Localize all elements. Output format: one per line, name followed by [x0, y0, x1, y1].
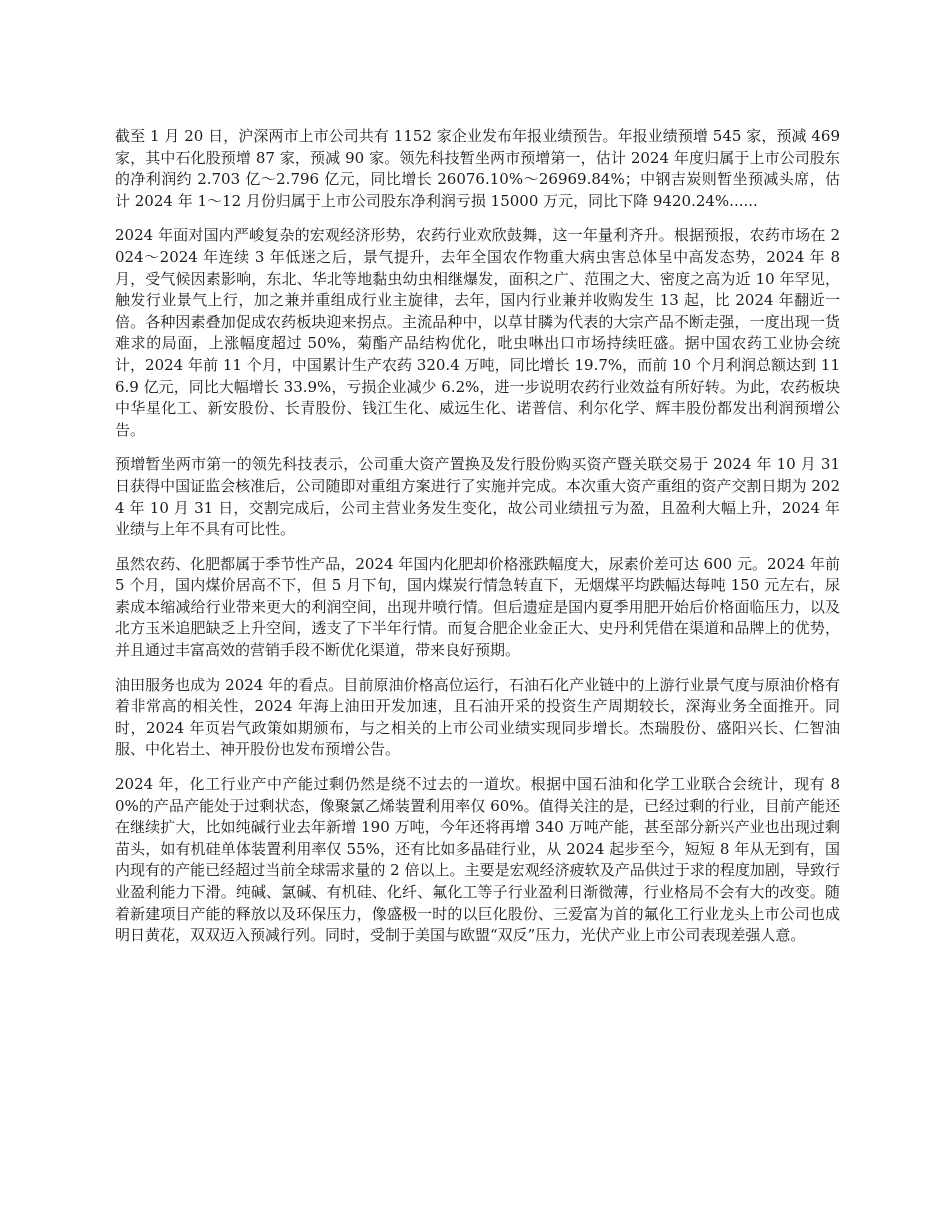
paragraph-4: 虽然农药、化肥都属于季节性产品，2024 年国内化肥却价格涨跌幅度大，尿素价差可达 600 元。2024 年前 5 个月，国内煤价居高不下，但 5 月下旬，国内煤炭行情急转直下，无烟煤平均跌幅达每吨 150 元左右，尿素成本缩减给行业带来更大的利润空间，出现井喷行情。但后遗症是国内夏季用肥开始后价格面临压力，以及北方玉米追肥缺乏上升空间，透支了下半年行情。而复合肥企业金正大、史丹利凭借在渠道和品牌上的优势，并且通过丰富高效的营销手段不断优化渠道，带来良好预期。: [115, 554, 840, 660]
paragraph-5: 油田服务也成为 2024 年的看点。目前原油价格高位运行，石油石化产业链中的上游行业景气度与原油价格有着非常高的相关性，2024 年海上油田开发加速，且石油开采的投资生产周期较长，深海业务全面推开。同时，2024 年页岩气政策如期颁布，与之相关的上市公司业绩实现同步增长。杰瑞股份、盛阳兴长、仁智油服、中化岩土、神开股份也发布预增公告。: [115, 675, 840, 759]
paragraph-1: 截至 1 月 20 日，沪深两市上市公司共有 1152 家企业发布年报业绩预告。年报业绩预增 545 家，预减 469 家，其中石化股预增 87 家，预减 90 家。领先科技暂坐两市预增第一，估计 2024 年度归属于上市公司股东的净利润约 2.703 亿～2.796 亿元，同比增长 26076.10%～26969.84%；中钢吉炭则暂坐预减头席，估计 2024 年 1～12 月份归属于上市公司股东净利润亏损 15000 万元，同比下降 9420.24%......: [115, 127, 840, 210]
paragraph-2: 2024 年面对国内严峻复杂的宏观经济形势，农药行业欢欣鼓舞，这一年量利齐升。根据预报，农药市场在 2024～2024 年连续 3 年低迷之后，景气提升，去年全国农作物重大病虫害总体呈中高发态势，2024 年 8 月，受气候因素影响，东北、华北等地黏虫幼虫相继爆发，面积之广、范围之大、密度之高为近 10 年罕见，触发行业景气上行，加之兼并重组成行业主旋律，去年，国内行业兼并收购发生 13 起，比 2024 年翻近一倍。各种因素叠加促成农药板块迎来拐点。主流品种中，以草甘膦为代表的大宗产品不断走强，一度出现一货难求的局面，上涨幅度超过 50%，菊酯产品结构优化，吡虫啉出口市场持续旺盛。据中国农药工业协会统计，2024 年前 11 个月，中国累计生产农药 320.4 万吨，同比增长 19.7%，而前 10 个月利润总额达到 116.9 亿元，同比大幅增长 33.9%，亏损企业减少 6.2%，进一步说明农药行业效益有所好转。为此，农药板块中华星化工、新安股份、长青股份、钱江生化、威远生化、诺普信、利尔化学、辉丰股份都发出利润预增公告。: [115, 226, 840, 439]
paragraph-6: 2024 年，化工行业产中产能过剩仍然是绕不过去的一道坎。根据中国石油和化学工业联合会统计，现有 80%的产品产能处于过剩状态，像聚氯乙烯装置利用率仅 60%。值得关注的是，已经过剩的行业，目前产能还在继续扩大，比如纯碱行业去年新增 190 万吨，今年还将再增 340 万吨产能，甚至部分新兴产业也出现过剩苗头，如有机硅单体装置利用率仅 55%，还有比如多晶硅行业，从 2024 起步至今，短短 8 年从无到有，国内现有的产能已经超过当前全球需求量的 2 倍以上。主要是宏观经济疲软及产品供过于求的程度加剧，导致行业盈利能力下滑。纯碱、氯碱、有机硅、化纤、氟化工等子行业盈利日渐微薄，行业格局不会有大的改变。随着新建项目产能的释放以及环保压力，像盛极一时的以巨化股份、三爱富为首的氟化工行业龙头上市公司也成明日黄花，双双迈入预减行列。同时，受制于美国与欧盟“双反”压力，光伏产业上市公司表现差强人意。: [115, 775, 840, 945]
document-body: [115, 126, 840, 960]
paragraph-3: 预增暂坐两市第一的领先科技表示，公司重大资产置换及发行股份购买资产暨关联交易于 2024 年 10 月 31 日获得中国证监会核准后，公司随即对重组方案进行了实施并完成。本次重大资产重组的资产交割日期为 2024 年 10 月 31 日，交割完成后，公司主营业务发生变化，故公司业绩扭亏为盈，且盈利大幅上升，2024 年业绩与上年不具有可比性。: [115, 455, 840, 539]
